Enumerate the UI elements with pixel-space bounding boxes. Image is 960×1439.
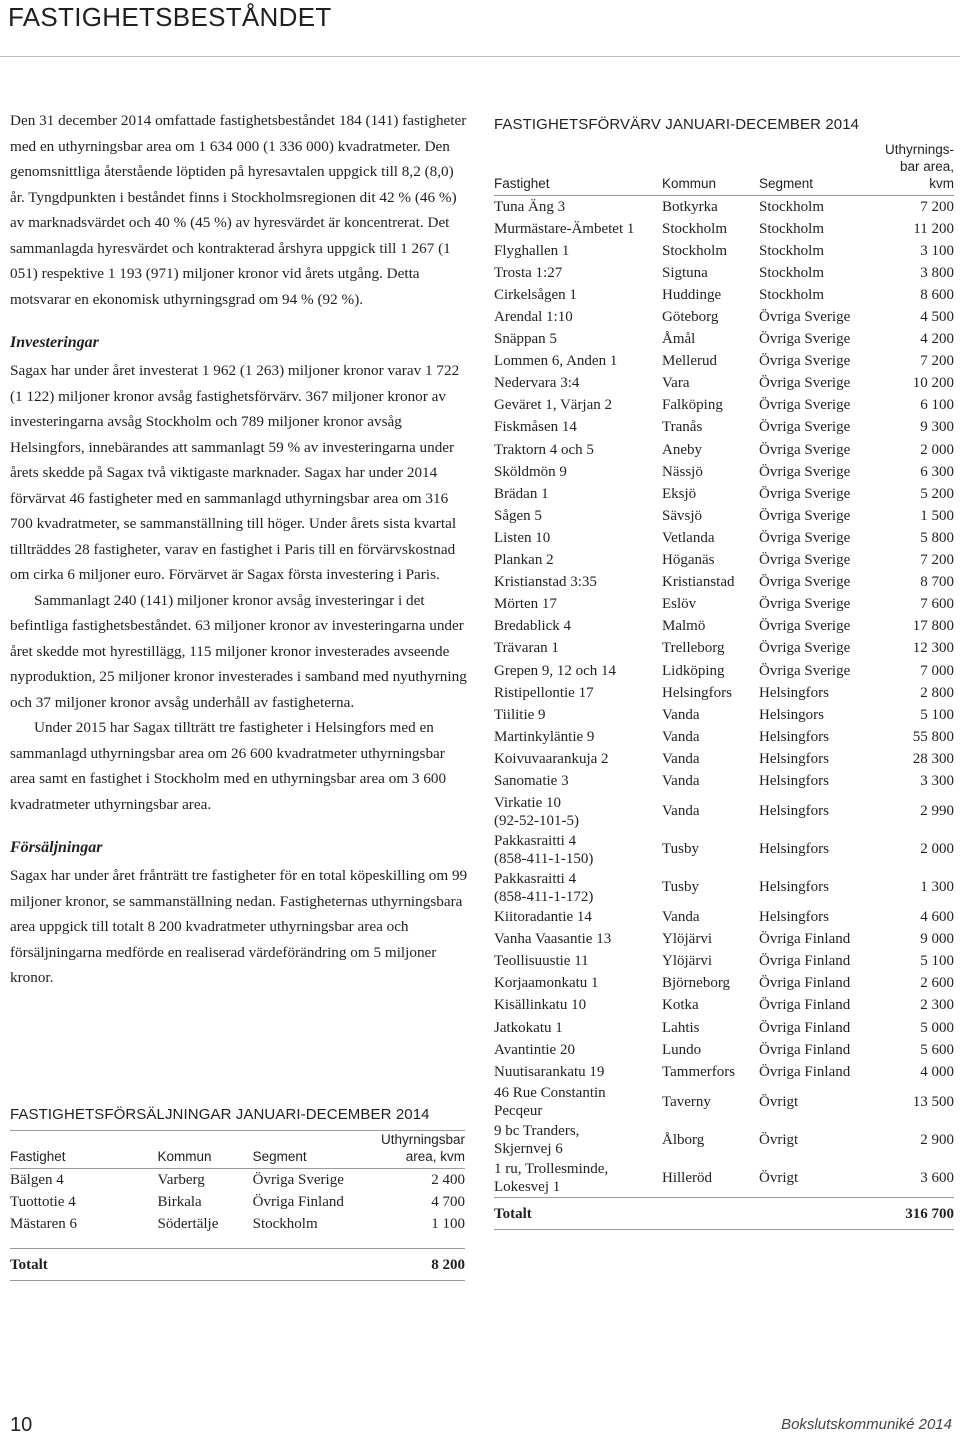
table-row: [494, 505, 954, 527]
acq-col-segment: Segment: [759, 141, 879, 196]
area-cell: 8 700: [920, 574, 954, 591]
col-municipality: Kommun: [158, 1131, 253, 1169]
table-row: [494, 218, 954, 240]
property-name-line2: (858-411-1-172): [494, 888, 594, 905]
acquisitions-total-label: Totalt: [494, 1198, 879, 1230]
table-row: [494, 770, 954, 792]
area-cell: 9 000: [920, 931, 954, 948]
property-cell: [494, 831, 662, 869]
col-area-line1: Uthyrningsbar: [380, 1132, 465, 1147]
acquisitions-table-block: [494, 116, 954, 1230]
table-row: [494, 1017, 954, 1039]
area-cell: 2 990: [920, 803, 954, 820]
table-row: [494, 1061, 954, 1083]
area-cell: 3 100: [920, 242, 954, 259]
segment-cell: Övriga Finland: [759, 997, 851, 1014]
property-cell: Flyghallen 1: [494, 242, 570, 259]
sales-table-title: FASTIGHETSFÖRSÄLJNINGAR JANUARI-DECEMBER 2014: [10, 1106, 430, 1123]
acquisitions-table-header: [494, 141, 954, 196]
area-cell: 3 600: [920, 1169, 954, 1186]
investments-heading: Investeringar: [10, 334, 99, 351]
municipality-cell: Stockholm: [662, 220, 728, 237]
sales-heading: Försäljningar: [10, 839, 103, 856]
municipality-cell: Sävsjö: [662, 507, 703, 524]
segment-cell: Övrigt: [759, 1093, 799, 1110]
segment-cell: Helsingfors: [759, 772, 829, 789]
acq-col-municipality: Kommun: [662, 141, 759, 196]
area-cell: 4 600: [920, 909, 954, 926]
municipality-cell: Vanda: [662, 803, 700, 820]
table-row: [494, 951, 954, 973]
municipality-cell: Hilleröd: [662, 1169, 712, 1186]
intro-paragraph: Den 31 december 2014 omfattade fastighetsbeståndet 184 (141) fastigheter med en uthyrningsbar area om 1 634 000 (1 336 000) kvadratmeter. Den genomsnittliga återstående löptiden på hyresavtalen uppgick till 8,2 (8,0) år. Tyngdpunkten i beståndet finns i Stockholmsregionen dit 42 % (46 %) av marknadsvärdet och 40 % (45 %) av hyresvärdet är koncentrerat. Det sammanlagda hyresvärdet och kontrakterad årshyra uppgick till 1 267 (1 051) respektive 1 193 (971) miljoner kronor vid årets utgång. Detta motsvarar en ekonomisk uthyrningsgrad om 94 % (92 %).: [10, 112, 467, 308]
segment-cell: Övriga Sverige: [759, 529, 851, 546]
municipality-cell: Eksjö: [662, 485, 697, 502]
property-cell: Tuottotie 4: [10, 1194, 76, 1211]
municipality-cell: Vanda: [662, 706, 700, 723]
segment-cell: Övriga Sverige: [759, 463, 851, 480]
property-cell: Kisällinkatu 10: [494, 997, 587, 1014]
segment-cell: Övriga Sverige: [759, 331, 851, 348]
segment-cell: Övriga Sverige: [759, 419, 851, 436]
property-cell: Trävaran 1: [494, 640, 559, 657]
table-row: [494, 638, 954, 660]
property-cell: Plankan 2: [494, 552, 554, 569]
area-cell: 6 300: [920, 463, 954, 480]
page-title: FASTIGHETSBESTÅNDET: [8, 2, 332, 32]
table-row: [494, 1083, 954, 1121]
property-cell: [494, 793, 662, 831]
table-row: [494, 594, 954, 616]
table-row: [494, 869, 954, 907]
acq-col-area-line2: bar area,: [899, 159, 954, 174]
area-cell: 2 000: [920, 441, 954, 458]
table-row: [494, 831, 954, 869]
sales-total-value: 8 200: [381, 1249, 465, 1281]
property-cell: [494, 869, 662, 907]
municipality-cell: Åmål: [662, 331, 696, 348]
table-row: [494, 483, 954, 505]
area-cell: 4 700: [431, 1194, 465, 1211]
page-number: 10: [10, 1414, 33, 1436]
area-cell: 4 000: [920, 1063, 954, 1080]
col-property: Fastighet: [10, 1131, 158, 1169]
municipality-cell: Birkala: [157, 1194, 202, 1211]
area-cell: 8 600: [920, 286, 954, 303]
segment-cell: Övriga Sverige: [759, 596, 851, 613]
segment-cell: Övriga Sverige: [759, 375, 851, 392]
municipality-cell: Falköping: [662, 397, 723, 414]
table-row: [494, 1159, 954, 1198]
municipality-cell: Göteborg: [662, 309, 719, 326]
municipality-cell: Vanda: [662, 728, 700, 745]
property-cell: Listen 10: [494, 529, 551, 546]
municipality-cell: Tusby: [662, 879, 699, 896]
area-cell: 6 100: [920, 397, 954, 414]
property-name-line2: Lokesvej 1: [494, 1179, 561, 1196]
property-name-line1: Pakkasraitti 4: [494, 870, 577, 887]
area-cell: 1 500: [920, 507, 954, 524]
municipality-cell: Ylöjärvi: [662, 953, 712, 970]
property-name-line1: 9 bc Tranders,: [494, 1123, 580, 1140]
table-row: [494, 995, 954, 1017]
area-cell: 17 800: [912, 618, 954, 635]
area-cell: 5 100: [920, 953, 954, 970]
title-divider: [0, 56, 960, 57]
segment-cell: Övriga Finland: [759, 1019, 851, 1036]
municipality-cell: Tammerfors: [662, 1063, 736, 1080]
property-name-line1: Pakkasraitti 4: [494, 832, 577, 849]
segment-cell: Övriga Sverige: [759, 618, 851, 635]
area-cell: 4 500: [920, 309, 954, 326]
area-cell: 10 200: [912, 375, 954, 392]
property-cell: Jatkokatu 1: [494, 1019, 563, 1036]
left-column: [10, 108, 472, 991]
sales-table-spacer: [10, 1236, 465, 1249]
area-cell: 5 200: [920, 485, 954, 502]
area-cell: 2 600: [920, 975, 954, 992]
table-row: [494, 439, 954, 461]
table-row: [494, 682, 954, 704]
segment-cell: Övriga Sverige: [759, 441, 851, 458]
acq-col-property: Fastighet: [494, 141, 662, 196]
table-row: [494, 973, 954, 995]
acquisitions-total-value: 316 700: [879, 1198, 954, 1230]
area-cell: 3 300: [920, 772, 954, 789]
segment-cell: Helsingfors: [759, 684, 829, 701]
segment-cell: Övriga Sverige: [759, 353, 851, 370]
property-cell: Nedervara 3:4: [494, 375, 580, 392]
segment-cell: Övriga Finland: [252, 1194, 344, 1211]
table-row: [494, 395, 954, 417]
area-cell: 7 200: [920, 198, 954, 215]
property-cell: Cirkelsågen 1: [494, 286, 577, 303]
municipality-cell: Aneby: [662, 441, 702, 458]
table-row: [494, 1039, 954, 1061]
segment-cell: Övriga Sverige: [759, 662, 851, 679]
property-cell: Bredablick 4: [494, 618, 572, 635]
municipality-cell: Stockholm: [662, 242, 728, 259]
segment-cell: Övriga Sverige: [759, 552, 851, 569]
municipality-cell: Vanda: [662, 909, 700, 926]
property-cell: Bälgen 4: [10, 1171, 64, 1188]
investments-paragraph-1: Sagax har under året investerat 1 962 (1 263) miljoner kronor varav 1 722 (1 122) miljoner kronor avsåg fastighetsförvärv. 367 miljoner kronor av investeringarna avsåg Stockholm och 789 miljoner kronor avsåg Helsingfors, innebärandes att sammanlagt 59 % av investeringarna under årets skedde på Sagax två viktigaste marknader. Sagax har under 2014 förvärvat 46 fastigheter med en sammanlagd uthyrningsbar area om 316 700 kvadratmeter, se sammanställning till höger. Under årets sista kvartal tillträddes 28 fastigheter, varav en fastighet i Paris till en förvärvskostnad om cirka 6 miljoner euro. Förvärvet är Sagax första investering i Paris.: [10, 362, 460, 583]
area-cell: 2 400: [431, 1171, 465, 1188]
investments-paragraph-2: Sammanlagt 240 (141) miljoner kronor avsåg investeringar i det befintliga fastighetsbeståndet. 63 miljoner kronor av investeringarna under året skedde mot hyrestillägg, 115 miljoner kronor investerades avseende nyproduktion, 25 miljoner kronor investerades i samband med nyuthyrning och 37 miljoner kronor avsåg underhåll av fastigheterna.: [10, 591, 467, 711]
area-cell: 2 000: [920, 841, 954, 858]
municipality-cell: Ylöjärvi: [662, 931, 712, 948]
acquisitions-table: [494, 141, 954, 1230]
segment-cell: Övriga Finland: [759, 1063, 851, 1080]
table-row: [494, 726, 954, 748]
segment-cell: Övriga Finland: [759, 953, 851, 970]
property-name-line2: (858-411-1-150): [494, 850, 594, 867]
segment-cell: Övriga Finland: [759, 931, 851, 948]
segment-cell: Övrigt: [759, 1169, 799, 1186]
property-name-line2: (92-52-101-5): [494, 812, 579, 829]
municipality-cell: Ålborg: [662, 1131, 705, 1148]
property-cell: Nuutisarankatu 19: [494, 1063, 605, 1080]
segment-cell: Stockholm: [759, 242, 825, 259]
property-name-line1: 1 ru, Trollesminde,: [494, 1161, 609, 1178]
property-cell: Brädan 1: [494, 485, 549, 502]
area-cell: 5 600: [920, 1041, 954, 1058]
table-row: [10, 1214, 465, 1236]
municipality-cell: Varberg: [157, 1171, 205, 1188]
table-row: [494, 704, 954, 726]
municipality-cell: Huddinge: [662, 286, 722, 303]
property-name-line2: Pecqeur: [494, 1103, 543, 1120]
municipality-cell: Kotka: [662, 997, 699, 1014]
table-row: [494, 351, 954, 373]
municipality-cell: Kristianstad: [662, 574, 735, 591]
table-row: [494, 373, 954, 395]
segment-cell: Övriga Sverige: [759, 309, 851, 326]
table-row: [494, 748, 954, 770]
table-row: [494, 793, 954, 831]
property-cell: Sågen 5: [494, 507, 542, 524]
table-row: [494, 306, 954, 328]
property-cell: Korjaamonkatu 1: [494, 975, 599, 992]
municipality-cell: Vara: [662, 375, 690, 392]
municipality-cell: Vetlanda: [662, 529, 715, 546]
table-row: [494, 196, 954, 219]
municipality-cell: Södertälje: [157, 1216, 219, 1233]
table-row: [494, 660, 954, 682]
property-cell: Kiitoradantie 14: [494, 909, 592, 926]
property-cell: Sanomatie 3: [494, 772, 569, 789]
property-cell: Kristianstad 3:35: [494, 574, 597, 591]
table-row: [10, 1191, 465, 1213]
property-cell: Traktorn 4 och 5: [494, 441, 594, 458]
table-row: [494, 1121, 954, 1159]
area-cell: 5 800: [920, 529, 954, 546]
municipality-cell: Vanda: [662, 750, 700, 767]
property-cell: Fiskmåsen 14: [494, 419, 577, 436]
municipality-cell: Mellerud: [662, 353, 717, 370]
area-cell: 55 800: [912, 728, 954, 745]
area-cell: 28 300: [912, 750, 954, 767]
table-row: [494, 550, 954, 572]
segment-cell: Helsingfors: [759, 728, 829, 745]
area-cell: 13 500: [912, 1093, 954, 1110]
table-row: [494, 262, 954, 284]
table-row: [494, 616, 954, 638]
municipality-cell: Helsingfors: [662, 684, 732, 701]
sales-total-row: [10, 1249, 465, 1281]
area-cell: 5 100: [920, 706, 954, 723]
segment-cell: Övriga Finland: [759, 975, 851, 992]
sales-table-header: [10, 1131, 465, 1169]
municipality-cell: Tranås: [662, 419, 703, 436]
area-cell: 2 900: [920, 1131, 954, 1148]
area-cell: 11 200: [913, 220, 954, 237]
municipality-cell: Lidköping: [662, 662, 725, 679]
property-cell: Mörten 17: [494, 596, 557, 613]
segment-cell: Stockholm: [759, 264, 825, 281]
segment-cell: Stockholm: [252, 1216, 318, 1233]
property-cell: [494, 1159, 662, 1198]
property-cell: Trosta 1:27: [494, 264, 563, 281]
property-cell: Sköldmön 9: [494, 463, 567, 480]
municipality-cell: Tusby: [662, 841, 699, 858]
municipality-cell: Nässjö: [662, 463, 703, 480]
segment-cell: Stockholm: [759, 286, 825, 303]
segment-cell: Övriga Sverige: [759, 640, 851, 657]
property-cell: Martinkyläntie 9: [494, 728, 595, 745]
municipality-cell: Eslöv: [662, 596, 697, 613]
segment-cell: Helsingfors: [759, 750, 829, 767]
col-area: [381, 1131, 465, 1169]
segment-cell: Övrigt: [759, 1131, 799, 1148]
area-cell: 1 300: [920, 879, 954, 896]
sales-table: [10, 1131, 465, 1281]
property-cell: Grepen 9, 12 och 14: [494, 662, 617, 679]
investments-paragraph-3: Under 2015 har Sagax tillträtt tre fastigheter i Helsingfors med en sammanlagd uthyrningsbar area om 26 600 kvadratmeter uthyrningsbar area samt en fastighet i Stockholm med en uthyrningsbar area om 3 600 kvadratmeter uthyrningsbar area.: [10, 719, 447, 813]
segment-cell: Övriga Sverige: [759, 574, 851, 591]
property-cell: Murmästare-Ämbetet 1: [494, 220, 635, 237]
segment-cell: Stockholm: [759, 220, 825, 237]
table-row: [494, 461, 954, 483]
property-cell: [494, 1083, 662, 1121]
municipality-cell: Lahtis: [662, 1019, 700, 1036]
property-cell: Geväret 1, Värjan 2: [494, 397, 613, 414]
table-row: [494, 240, 954, 262]
table-row: [494, 284, 954, 306]
property-cell: Mästaren 6: [10, 1216, 78, 1233]
footer-label: Bokslutskommuniké 2014: [781, 1416, 952, 1433]
area-cell: 5 000: [920, 1019, 954, 1036]
segment-cell: Övriga Finland: [759, 1041, 851, 1058]
area-cell: 4 200: [920, 331, 954, 348]
table-row: [494, 572, 954, 594]
area-cell: 2 800: [920, 684, 954, 701]
municipality-cell: Björneborg: [662, 975, 731, 992]
col-segment: Segment: [253, 1131, 381, 1169]
property-cell: Avantintie 20: [494, 1041, 575, 1058]
property-cell: Lommen 6, Anden 1: [494, 353, 618, 370]
segment-cell: Helsingfors: [759, 879, 829, 896]
property-cell: Tiilitie 9: [494, 706, 546, 723]
acquisitions-table-title: FASTIGHETSFÖRVÄRV JANUARI-DECEMBER 2014: [494, 116, 860, 133]
segment-cell: Helsingfors: [759, 803, 829, 820]
municipality-cell: Sigtuna: [662, 264, 708, 281]
area-cell: 9 300: [920, 419, 954, 436]
property-name-line2: Skjernvej 6: [494, 1141, 563, 1158]
segment-cell: Stockholm: [759, 198, 825, 215]
municipality-cell: Trelleborg: [662, 640, 725, 657]
municipality-cell: Malmö: [662, 618, 706, 635]
municipality-cell: Taverny: [662, 1093, 711, 1110]
table-row: [494, 329, 954, 351]
table-row: [494, 907, 954, 929]
area-cell: 3 800: [920, 264, 954, 281]
segment-cell: Helsingfors: [759, 841, 829, 858]
acquisitions-total-row: [494, 1198, 954, 1230]
property-name-line1: Virkatie 10: [494, 794, 561, 811]
area-cell: 7 600: [920, 596, 954, 613]
municipality-cell: Vanda: [662, 772, 700, 789]
property-name-line1: 46 Rue Constantin: [494, 1085, 606, 1102]
sales-total-label: Totalt: [10, 1249, 381, 1281]
acquisitions-table-body: [494, 196, 954, 1198]
segment-cell: Övriga Sverige: [252, 1171, 344, 1188]
table-row: [494, 527, 954, 549]
segment-cell: Helsingfors: [759, 909, 829, 926]
area-cell: 1 100: [431, 1216, 465, 1233]
sales-table-block: [10, 1106, 465, 1281]
area-cell: 7 000: [920, 662, 954, 679]
table-row: [10, 1169, 465, 1192]
municipality-cell: Lundo: [662, 1041, 702, 1058]
property-cell: Tuna Äng 3: [494, 198, 566, 215]
table-row: [494, 417, 954, 439]
property-cell: Koivuvaarankuja 2: [494, 750, 609, 767]
segment-cell: Övriga Sverige: [759, 507, 851, 524]
property-cell: Vanha Vaasantie 13: [494, 931, 612, 948]
area-cell: 12 300: [912, 640, 954, 657]
sales-table-body: [10, 1169, 465, 1237]
segment-cell: Övriga Sverige: [759, 485, 851, 502]
municipality-cell: Höganäs: [662, 552, 715, 569]
acq-col-area-line1: Uthyrnings-: [884, 142, 954, 157]
property-cell: Teollisuustie 11: [494, 953, 589, 970]
area-cell: 7 200: [920, 353, 954, 370]
property-cell: Arendal 1:10: [494, 309, 573, 326]
segment-cell: Helsingors: [759, 706, 824, 723]
segment-cell: Övriga Sverige: [759, 397, 851, 414]
property-cell: Snäppan 5: [494, 331, 557, 348]
acq-col-area: [879, 141, 954, 196]
property-cell: Ristipellontie 17: [494, 684, 594, 701]
col-area-line2: area, kvm: [405, 1149, 465, 1164]
area-cell: 7 200: [920, 552, 954, 569]
area-cell: 2 300: [920, 997, 954, 1014]
acq-col-area-line3: kvm: [929, 176, 954, 191]
municipality-cell: Botkyrka: [662, 198, 718, 215]
sales-paragraph: Sagax har under året frånträtt tre fastigheter för en total köpeskilling om 99 miljoner kronor, se sammanställning nedan. Fastigheternas uthyrningsbara area uppgick till totalt 8 200 kvadratmeter uthyrningsbar area och försäljningarna medförde en realiserad värdeförändring om 5 miljoner kronor.: [10, 867, 468, 986]
table-row: [494, 929, 954, 951]
property-cell: [494, 1121, 662, 1159]
